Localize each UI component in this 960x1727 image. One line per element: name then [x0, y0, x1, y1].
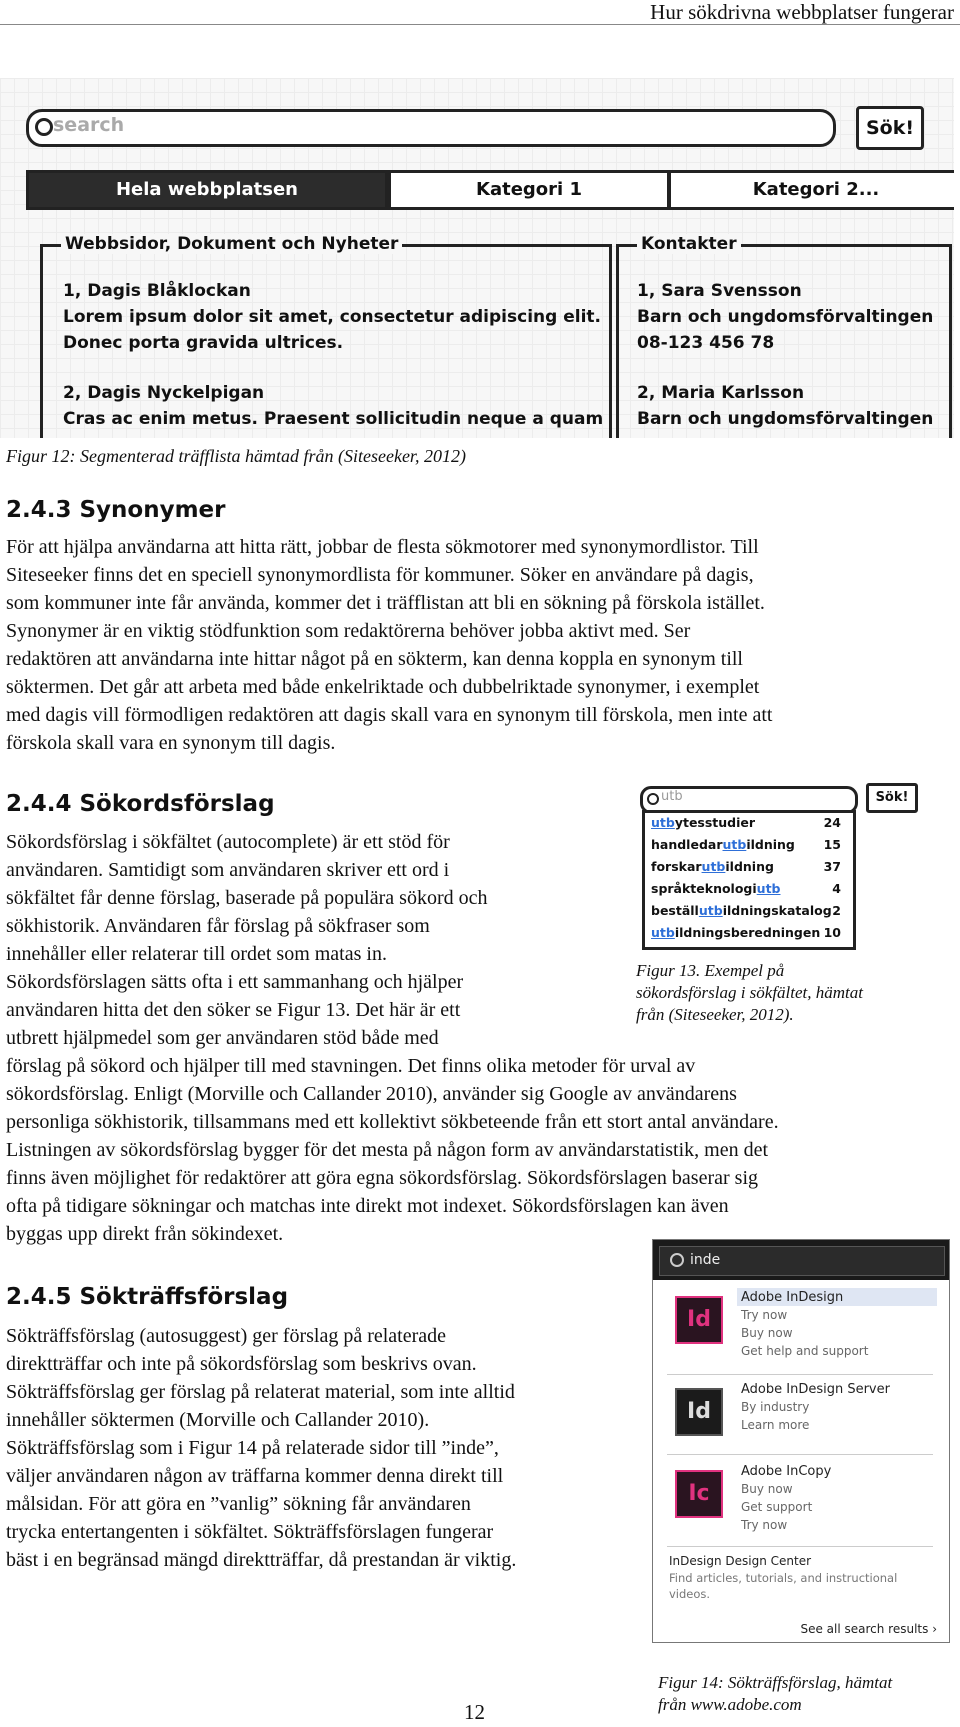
search-query: utb [661, 789, 683, 804]
search-query: inde [690, 1252, 721, 1268]
incopy-icon: Ic [675, 1470, 723, 1518]
figure-13-caption: Figur 13. Exempel på sökordsförslag i sökfältet, hämtat från (Siteseeker, 2012). [636, 961, 863, 1024]
indesign-icon: Id [675, 1296, 723, 1344]
text-line: Sökordsförslag i sökfältet (autocomplete) är ett stöd för [6, 831, 450, 853]
suggestion-indesign [653, 1288, 949, 1376]
design-center-title: InDesign Design Center [669, 1554, 812, 1568]
suggestion-link: Get support [741, 1500, 813, 1514]
suggestion-item: utb ytesstudier 24 [651, 815, 841, 830]
text-line: trycka entertangenten i sökfältet. Sökträffsförslagen fungerar [6, 1521, 494, 1543]
running-head: Hur sökdrivna webbplatser fungerar [650, 0, 954, 24]
suggestion-link: Buy now [741, 1326, 793, 1340]
text-line: förskola skall vara en synonym till dagis. [6, 732, 336, 754]
panel-title: Kontakter [637, 234, 741, 254]
suggestion-link: Learn more [741, 1418, 810, 1432]
text-line: byggas upp direkt från sökindexet. [6, 1223, 284, 1245]
indesign-server-icon: Id [675, 1388, 723, 1436]
text-line: målsidan. För att göra en ”vanlig” sökning får användaren [6, 1493, 471, 1515]
contact-dept: Barn och ungdomsförvaltingen [637, 307, 934, 327]
search-icon [670, 1253, 684, 1267]
text-line: sökfältet får denne förslag, baserade på populära sökord och [6, 887, 488, 909]
suggestion-item: forskar utb ildning 37 [651, 859, 841, 874]
text-line: Sökträffsförslag ger förslag på relaterat material, som inte alltid [6, 1381, 515, 1403]
contact-phone: 08-123 456 78 [637, 333, 775, 353]
search-button: Sök! [856, 106, 924, 150]
results-panel-contacts [616, 234, 952, 438]
text-line: med dagis vill förmodligen redaktören att dagis skall vara en synonym till förskola, men inte att [6, 704, 773, 726]
suggestion-link: Try now [741, 1518, 788, 1532]
text-line: finns även möjlighet för redaktörer att göra egna sökordsförslag. Sökordsförslagen baserar sig [6, 1167, 759, 1189]
result-title: 2, Dagis Nyckelpigan [63, 383, 265, 403]
page-number: 12 [464, 1700, 485, 1724]
panel-title: Webbsidor, Dokument och Nyheter [61, 234, 402, 254]
suggestion-count: 10 [823, 925, 841, 940]
contact-name: 2, Maria Karlsson [637, 383, 805, 403]
divider [667, 1374, 933, 1375]
figure-14-autosuggest [652, 1239, 950, 1643]
text-line: Synonymer är en viktig stödfunktion som redaktörerna behöver jobba aktivt med. Ser [6, 620, 691, 642]
divider [667, 1454, 933, 1455]
text-line: redaktören att användarna inte hittar något på en sökterm, kan denna koppla en synonym till [6, 648, 743, 670]
suggestion-incopy [653, 1462, 949, 1550]
result-text: Donec porta gravida ultrices. [63, 333, 344, 353]
suggestion-link: Buy now [741, 1482, 793, 1496]
suggestion-item: utb ildningsberedningen 10 [651, 925, 841, 940]
text-line: förslag på sökord och hjälper till med stavningen. Det finns olika metoder för urval av [6, 1055, 696, 1077]
suggestion-item: handledar utb ildning 15 [651, 837, 841, 852]
contact-name: 1, Sara Svensson [637, 281, 802, 301]
tab-all-site: Hela webbplatsen [26, 170, 388, 210]
see-all-results-link: See all search results › [800, 1622, 937, 1636]
search-field [26, 109, 836, 147]
result-title: 1, Dagis Blåklockan [63, 281, 251, 301]
contact-dept: Barn och ungdomsförvaltingen [637, 409, 934, 429]
suggestion-link: Try now [741, 1308, 788, 1322]
text-line: Siteseeker finns det en speciell synonymordlista för kommuner. Söker en användare på dagis, [6, 564, 754, 586]
autocomplete-list [642, 810, 856, 950]
suggestion-item: språkteknologi utb 4 [651, 881, 841, 896]
text-line: användaren hitta det den söker se Figur 13. Det här är ett [6, 999, 461, 1021]
search-bar [653, 1240, 949, 1280]
text-line: Sökordsförslagen sätts ofta i ett sammanhang och hjälper [6, 971, 464, 993]
suggestion-count: 24 [823, 815, 841, 830]
figure-12-caption: Figur 12: Segmenterad träfflista hämtad från (Siteseeker, 2012) [6, 446, 466, 466]
text-line: användaren. Samtidigt som användaren skriver ett ord i [6, 859, 450, 881]
search-icon [647, 793, 659, 805]
paragraph-synonymer [6, 533, 956, 757]
paragraph-soktraffsforslag [6, 1322, 646, 1574]
text-line: väljer användaren någon av träffarna kommer denna direkt till [6, 1465, 504, 1487]
suggestion-link: By industry [741, 1400, 810, 1414]
text-line: Listningen av sökordsförslag bygger för det mesta på någon form av användarstatistik, men det [6, 1139, 769, 1161]
suggestion-count: 37 [823, 859, 841, 874]
text-line: För att hjälpa användarna att hitta rätt, jobbar de flesta sökmotorer med synonymordlistor. Till [6, 536, 759, 558]
search-input [659, 1246, 945, 1276]
text-line: utbrett hjälpmedel som ger användaren stöd både med [6, 1027, 439, 1049]
text-line: innehåller söktermen (Morville och Callander 2010). [6, 1409, 430, 1431]
figure-14-caption: Figur 14: Sökträffsförslag, hämtat från www.adobe.com [658, 1673, 893, 1714]
header-rule [0, 24, 960, 25]
text-line: sökordsförslag. Enligt (Morville och Callander 2010), använder sig Google av användarens [6, 1083, 737, 1105]
heading-synonymer: 2.4.3 Synonymer [6, 497, 226, 523]
tab-category-2: Kategori 2... [668, 170, 954, 210]
suggestion-item: beställ utb ildningskatalog 2 [651, 903, 841, 918]
text-line: Sökträffsförslag (autosuggest) ger förslag på relaterade [6, 1325, 447, 1347]
text-line: innehåller eller relaterar till ordet som matas in. [6, 943, 387, 965]
text-line: sökhistorik. Användaren får förslag på sökfraser som [6, 915, 430, 937]
result-text: Cras ac enim metus. Praesent sollicitudin neque a quam [63, 409, 604, 429]
suggestion-count: 2 [832, 903, 841, 918]
suggestion-link: Get help and support [741, 1344, 869, 1358]
suggestion-count: 4 [832, 881, 841, 896]
suggestion-title: Adobe InCopy [741, 1464, 832, 1479]
design-center-description: Find articles, tutorials, and instructional videos. [669, 1571, 898, 1601]
text-line: personliga sökhistorik, tillsammans med ett kollektivt sökbeteende från ett stort antal användare. [6, 1111, 779, 1133]
search-button: Sök! [866, 783, 918, 813]
text-line: ofta på tidigare sökningar och matchas inte direkt mot indexet. Sökordsförslagen kan även [6, 1195, 729, 1217]
heading-sokordsforslag: 2.4.4 Sökordsförslag [6, 791, 275, 817]
heading-soktraffsforslag: 2.4.5 Sökträffsförslag [6, 1284, 289, 1310]
text-line: direktträffar och inte på sökordsförslag som beskrivs ovan. [6, 1353, 477, 1375]
suggestion-count: 15 [823, 837, 841, 852]
text-line: som kommuner inte får använda, kommer det i träfflistan att bli en sökning på förskola istället. [6, 592, 765, 614]
tab-category-1: Kategori 1 [388, 170, 670, 210]
text-line: bäst i en begränsad mängd direktträffar, då prestandan är viktig. [6, 1549, 517, 1571]
divider [667, 1546, 933, 1547]
suggestion-title: Adobe InDesign Server [741, 1382, 890, 1397]
search-icon [35, 118, 53, 136]
result-text: Lorem ipsum dolor sit amet, consectetur adipiscing elit. [63, 307, 601, 327]
text-line: söktermen. Det går att arbeta med både enkelriktade och dubbelriktade synonymer, i exemplet [6, 676, 760, 698]
suggestion-title: Adobe InDesign [741, 1290, 844, 1305]
figure-12-segmented-results [0, 78, 954, 438]
text-line: Sökträffsförslag som i Figur 14 på relaterade sidor till ”inde”, [6, 1437, 499, 1459]
category-tabs [26, 170, 930, 208]
results-panel-pages [40, 234, 612, 438]
search-placeholder: search [53, 114, 125, 136]
